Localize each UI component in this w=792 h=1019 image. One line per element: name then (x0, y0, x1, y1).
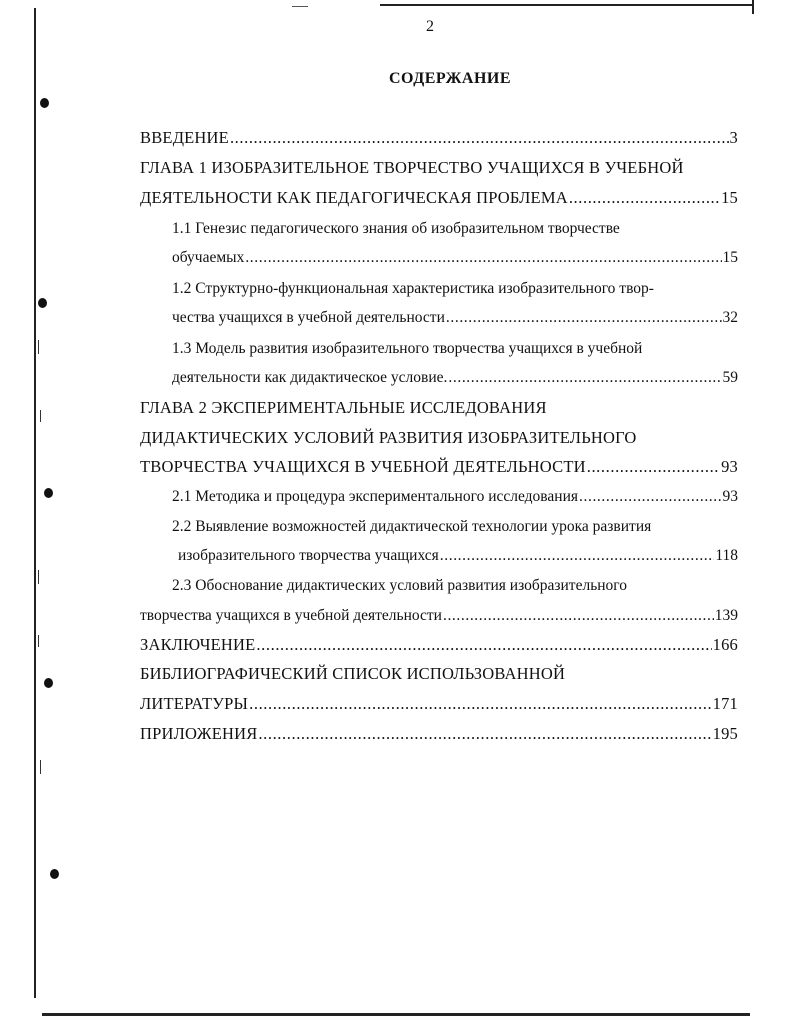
toc-entry-chapter-2-cont: ДИДАКТИЧЕСКИХ УСЛОВИЙ РАЗВИТИЯ ИЗОБРАЗИТЕЛЬНОГО (140, 428, 637, 447)
toc-page-number: 139 (714, 607, 738, 624)
toc-entry-chapter-1: ГЛАВА 1 ИЗОБРАЗИТЕЛЬНОЕ ТВОРЧЕСТВО УЧАЩИХСЯ В УЧЕБНОЙ (140, 158, 684, 177)
toc-page-number: 166 (712, 635, 738, 654)
toc-entry-section-1-2: 1.2 Структурно-функциональная характеристика изобразительного твор- (172, 280, 654, 297)
scan-edge-bottom (42, 1013, 750, 1016)
scan-tick (40, 410, 41, 422)
binding-hole-mark (40, 98, 49, 108)
toc-entry-section-1-3-cont: деятельности как дидактическое условие. ..... 59 (172, 367, 738, 389)
toc-page-number: 3 (729, 128, 738, 147)
toc-page-number: 93 (721, 457, 738, 476)
scan-edge-top (380, 4, 752, 6)
toc-entry-chapter-2: ГЛАВА 2 ЭКСПЕРИМЕНТАЛЬНЫЕ ИССЛЕДОВАНИЯ (140, 398, 547, 417)
toc-entry-section-1-2-cont: чества учащихся в учебной деятельности ..... 32 (172, 307, 738, 329)
toc-entry-section-1-1: 1.1 Генезис педагогического знания об изобразительном творчестве (172, 220, 620, 237)
toc-page-number: 195 (712, 724, 738, 743)
toc-entry-section-1-3: 1.3 Модель развития изобразительного творчества учащихся в учебной (172, 340, 643, 357)
toc-entry-section-2-1: 2.1 Методика и процедура экспериментального исследования ..... 93 (172, 486, 738, 508)
toc-page-number: 15 (721, 188, 738, 207)
toc-entry-bibliography-cont: ЛИТЕРАТУРЫ ..... 171 (140, 693, 738, 715)
toc-page-number: 32 (722, 309, 738, 326)
binding-hole-mark (50, 869, 59, 879)
scan-mark-top (292, 6, 308, 7)
toc-entry-chapter-1-cont: ДЕЯТЕЛЬНОСТИ КАК ПЕДАГОГИЧЕСКАЯ ПРОБЛЕМА ..... 15 (140, 187, 738, 209)
scan-tick (38, 570, 39, 584)
toc-entry-chapter-2-cont: ТВОРЧЕСТВА УЧАЩИХСЯ В УЧЕБНОЙ ДЕЯТЕЛЬНОСТИ ..... 93 (140, 456, 738, 478)
binding-hole-mark (44, 678, 53, 688)
toc-page-number: 118 (715, 547, 738, 564)
toc-entry-section-2-2: 2.2 Выявление возможностей дидактической технологии урока развития (172, 518, 652, 535)
scan-tick (38, 635, 39, 647)
page-number: 2 (426, 18, 434, 35)
toc-entry-intro: ВВЕДЕНИЕ ..... 3 (140, 127, 738, 149)
toc-page-number: 15 (722, 249, 738, 266)
scan-tick (40, 760, 41, 774)
toc-entry-section-2-3-cont: творчества учащихся в учебной деятельности ..... 139 (140, 605, 738, 627)
toc-page-number: 171 (712, 694, 738, 713)
scan-edge-left (34, 8, 36, 998)
toc-entry-section-2-3: 2.3 Обоснование дидактических условий развития изобразительного (172, 577, 628, 594)
toc-entry-bibliography: БИБЛИОГРАФИЧЕСКИЙ СПИСОК ИСПОЛЬЗОВАННОЙ (140, 664, 566, 683)
binding-hole-mark (44, 488, 53, 498)
toc-page-number: 93 (722, 488, 738, 505)
toc-page-number: 59 (722, 369, 738, 386)
page-title: СОДЕРЖАНИЕ (388, 70, 512, 87)
toc-entry-section-2-2-cont: изобразительного творчества учащихся ..... 118 (178, 545, 738, 567)
toc-entry-section-1-1-cont: обучаемых ..... 15 (172, 247, 738, 269)
toc-entry-conclusion: ЗАКЛЮЧЕНИЕ ..... 166 (140, 634, 738, 656)
scan-tick (38, 340, 39, 354)
toc-entry-appendix: ПРИЛОЖЕНИЯ ..... 195 (140, 723, 738, 745)
binding-hole-mark (38, 298, 47, 308)
scan-edge-right (752, 0, 754, 14)
